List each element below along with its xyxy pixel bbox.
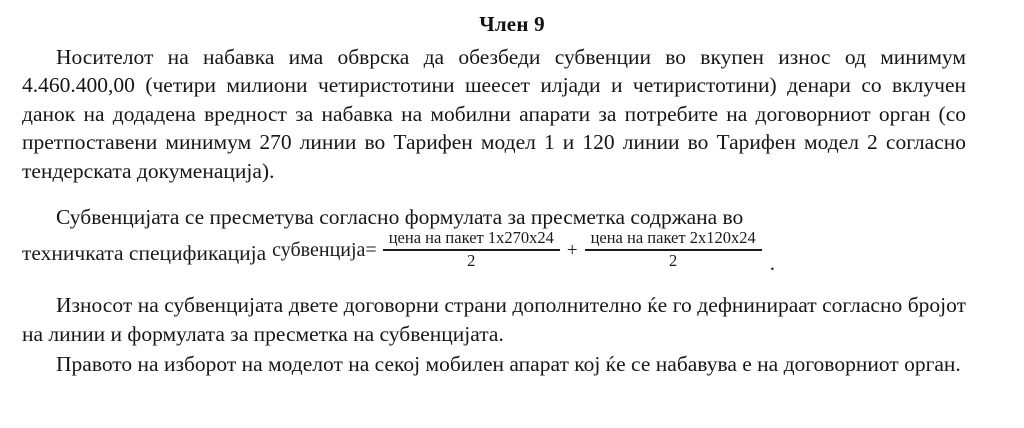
fraction-2-numerator: цена на пакет 2x120x24 bbox=[590, 228, 756, 248]
paragraph-3-text: Износот на субвенцијата двете договорни страни дополнително ќе го дефнинираат согласно бројот на линии и формулата за пресметка на субвенцијата. bbox=[22, 293, 966, 346]
paragraph-3 bbox=[22, 291, 966, 348]
formula-fraction-2 bbox=[581, 229, 766, 271]
fraction-1-numerator: цена на пакет 1x270x24 bbox=[388, 228, 554, 248]
formula-left-side: субвенција= bbox=[272, 239, 377, 262]
paragraph-4 bbox=[22, 350, 966, 378]
document-page bbox=[0, 12, 1024, 428]
formula-line bbox=[22, 228, 1002, 275]
formula-fraction-1 bbox=[379, 229, 564, 271]
page-title: Член 9 bbox=[479, 12, 545, 36]
paragraph-1 bbox=[22, 43, 966, 185]
fraction-1-denominator: 2 bbox=[467, 251, 476, 271]
formula-trailing-period: . bbox=[769, 250, 775, 275]
formula-plus-operator: + bbox=[566, 239, 578, 261]
paragraph-1-text: Носителот на набавка има обврска да обезбеди субвенции во вкупен износ од минимум 4.460.400,00 (четири милиони четиристотини шеесет илјади и четиристотини) денари со вклучен данок на додадена вредност за набавка на мобилни апарати за потребите на договорниот орган (со претпоставени минимум 270 линии во Тарифен модел 1 и 120 линии во Тарифен модел 2 согласно тендерската докуменација). bbox=[22, 45, 966, 183]
paragraph-2-text: Субвенцијата се пресметува согласно формулата за пресметка содржана во bbox=[56, 204, 744, 229]
formula-lead-text: техничката спецификација bbox=[22, 241, 267, 266]
paragraph-4-text: Правото на изборот на моделот на секој мобилен апарат кој ќе се набавува е на договорниот орган. bbox=[56, 351, 961, 376]
paragraph-2 bbox=[22, 203, 966, 231]
subsidy-formula bbox=[272, 228, 775, 275]
fraction-2-denominator: 2 bbox=[669, 251, 678, 271]
